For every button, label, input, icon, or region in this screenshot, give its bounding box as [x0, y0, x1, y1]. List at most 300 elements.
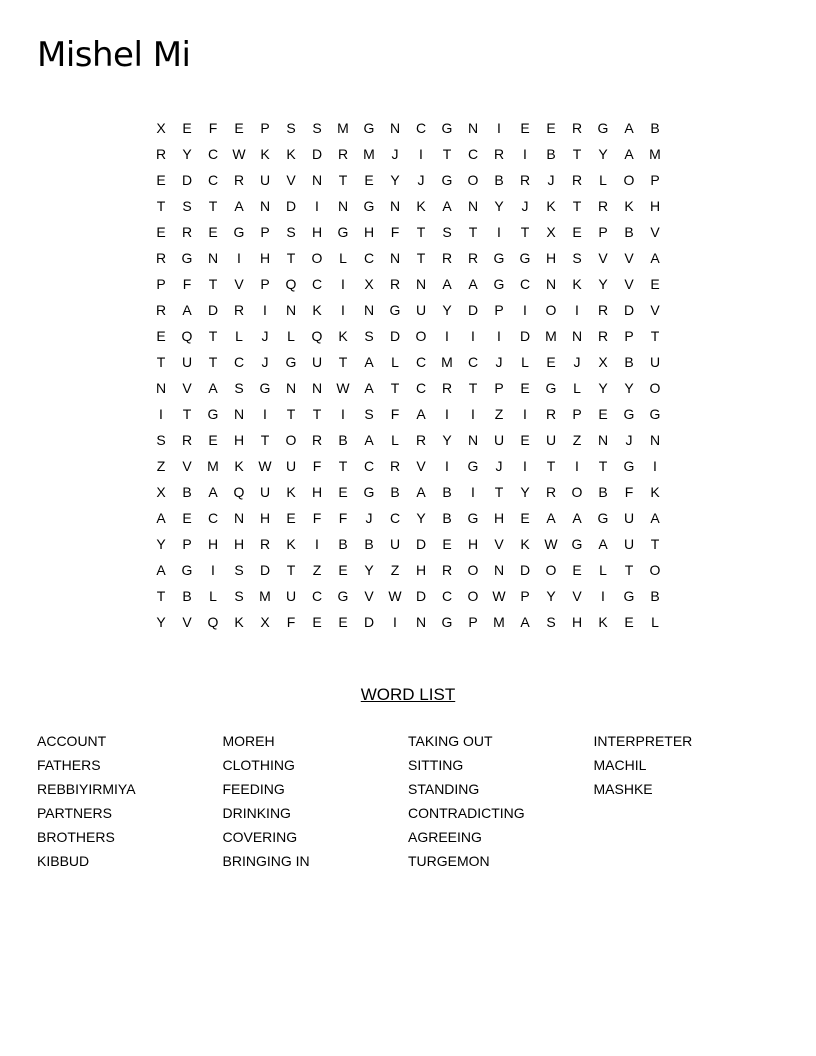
grid-letter: T: [156, 588, 166, 604]
grid-letter: C: [389, 510, 401, 526]
grid-letter: A: [416, 484, 426, 500]
grid-letter: N: [415, 614, 427, 630]
grid-letter: C: [363, 250, 375, 266]
grid-letter: D: [311, 146, 323, 162]
grid-letter: V: [364, 588, 374, 604]
grid-row: [148, 297, 668, 323]
grid-letter: A: [598, 536, 608, 552]
grid-letter: F: [390, 406, 400, 422]
grid-letter: P: [598, 224, 608, 240]
word-list-column: [37, 729, 223, 873]
grid-letter: S: [234, 562, 244, 578]
grid-letter: I: [575, 458, 579, 474]
grid-letter: B: [442, 510, 452, 526]
grid-letter: H: [259, 250, 271, 266]
grid-letter: J: [391, 146, 399, 162]
grid-letter: V: [650, 302, 660, 318]
word-list: [37, 729, 779, 873]
grid-letter: Z: [312, 562, 322, 578]
grid-letter: G: [623, 458, 635, 474]
grid-letter: Y: [156, 614, 166, 630]
page-title: Mishel Mi: [37, 35, 191, 75]
grid-letter: I: [523, 458, 527, 474]
grid-letter: S: [572, 250, 582, 266]
grid-letter: Y: [520, 484, 530, 500]
grid-letter: B: [650, 120, 660, 136]
grid-letter: D: [389, 328, 401, 344]
grid-letter: C: [207, 510, 219, 526]
grid-letter: T: [260, 432, 270, 448]
grid-letter: N: [467, 120, 479, 136]
grid-letter: I: [159, 406, 163, 422]
grid-letter: C: [363, 458, 375, 474]
grid-letter: A: [364, 380, 374, 396]
grid-letter: G: [285, 354, 297, 370]
grid-letter: I: [341, 276, 345, 292]
grid-letter: C: [311, 276, 323, 292]
word-list-item: FEEDING: [222, 781, 285, 797]
grid-letter: T: [156, 354, 166, 370]
grid-letter: G: [337, 588, 349, 604]
grid-letter: A: [182, 302, 192, 318]
grid-letter: T: [650, 536, 660, 552]
grid-letter: H: [415, 562, 427, 578]
grid-letter: U: [181, 354, 193, 370]
grid-letter: R: [545, 406, 557, 422]
grid-row: [148, 453, 668, 479]
grid-row: [148, 401, 668, 427]
grid-letter: I: [393, 614, 397, 630]
grid-letter: D: [415, 588, 427, 604]
grid-letter: T: [208, 354, 218, 370]
grid-letter: U: [285, 588, 297, 604]
grid-letter: Y: [624, 380, 634, 396]
grid-letter: R: [441, 562, 453, 578]
grid-letter: I: [575, 302, 579, 318]
grid-letter: U: [493, 432, 505, 448]
grid-letter: H: [467, 536, 479, 552]
grid-letter: F: [208, 120, 218, 136]
grid-letter: U: [311, 354, 323, 370]
grid-letter: L: [209, 588, 217, 604]
grid-letter: I: [263, 302, 267, 318]
grid-letter: K: [416, 198, 426, 214]
grid-letter: E: [156, 172, 166, 188]
grid-letter: U: [415, 302, 427, 318]
grid-letter: N: [285, 380, 297, 396]
grid-letter: T: [442, 146, 452, 162]
grid-letter: Q: [285, 276, 297, 292]
grid-letter: E: [520, 432, 530, 448]
grid-letter: E: [338, 484, 348, 500]
word-list-item: FATHERS: [37, 757, 101, 773]
grid-letter: I: [237, 250, 241, 266]
grid-letter: F: [312, 458, 322, 474]
grid-letter: T: [572, 198, 582, 214]
grid-letter: N: [337, 198, 349, 214]
grid-letter: C: [207, 172, 219, 188]
grid-letter: A: [416, 406, 426, 422]
grid-letter: B: [390, 484, 400, 500]
grid-letter: I: [445, 328, 449, 344]
grid-letter: K: [546, 198, 556, 214]
grid-letter: G: [389, 302, 401, 318]
grid-letter: E: [156, 328, 166, 344]
grid-letter: K: [572, 276, 582, 292]
grid-letter: I: [445, 406, 449, 422]
grid-row: [148, 349, 668, 375]
grid-letter: Q: [311, 328, 323, 344]
grid-letter: E: [546, 354, 556, 370]
grid-letter: N: [545, 276, 557, 292]
grid-letter: K: [312, 302, 322, 318]
grid-letter: M: [493, 614, 505, 630]
grid-letter: E: [546, 120, 556, 136]
grid-letter: A: [650, 510, 660, 526]
grid-letter: Y: [416, 510, 426, 526]
grid-letter: I: [341, 406, 345, 422]
grid-letter: E: [364, 172, 374, 188]
grid-letter: X: [364, 276, 374, 292]
grid-letter: I: [263, 406, 267, 422]
grid-letter: N: [415, 276, 427, 292]
grid-letter: A: [234, 198, 244, 214]
grid-letter: P: [494, 380, 504, 396]
grid-letter: W: [492, 588, 506, 604]
grid-letter: F: [312, 510, 322, 526]
grid-letter: I: [523, 146, 527, 162]
grid-letter: R: [519, 172, 531, 188]
grid-letter: L: [391, 432, 399, 448]
grid-letter: G: [623, 406, 635, 422]
grid-letter: N: [571, 328, 583, 344]
grid-letter: K: [234, 614, 244, 630]
grid-row: [148, 375, 668, 401]
grid-letter: C: [415, 120, 427, 136]
grid-letter: N: [389, 198, 401, 214]
grid-letter: T: [286, 250, 296, 266]
grid-letter: L: [339, 250, 347, 266]
grid-row: [148, 115, 668, 141]
grid-letter: R: [155, 250, 167, 266]
grid-letter: S: [156, 432, 166, 448]
grid-letter: Z: [494, 406, 504, 422]
grid-letter: K: [650, 484, 660, 500]
grid-letter: T: [416, 250, 426, 266]
grid-letter: V: [182, 458, 192, 474]
grid-letter: T: [312, 406, 322, 422]
word-list-item: CLOTHING: [222, 757, 295, 773]
grid-letter: E: [572, 224, 582, 240]
grid-letter: T: [598, 458, 608, 474]
grid-letter: W: [336, 380, 350, 396]
grid-letter: V: [286, 172, 296, 188]
grid-letter: E: [520, 510, 530, 526]
grid-letter: G: [181, 250, 193, 266]
grid-row: [148, 557, 668, 583]
grid-letter: E: [624, 614, 634, 630]
grid-letter: I: [341, 302, 345, 318]
grid-letter: T: [182, 406, 192, 422]
word-list-column: [594, 729, 780, 873]
grid-letter: P: [260, 276, 270, 292]
grid-letter: N: [311, 172, 323, 188]
grid-letter: H: [259, 510, 271, 526]
grid-letter: X: [598, 354, 608, 370]
grid-letter: I: [445, 458, 449, 474]
grid-letter: D: [259, 562, 271, 578]
grid-letter: N: [233, 510, 245, 526]
grid-letter: O: [467, 562, 479, 578]
grid-letter: T: [338, 172, 348, 188]
grid-letter: P: [572, 406, 582, 422]
grid-letter: L: [521, 354, 529, 370]
grid-letter: G: [571, 536, 583, 552]
word-list-item: TURGEMON: [408, 853, 490, 869]
grid-row: [148, 141, 668, 167]
grid-letter: B: [598, 484, 608, 500]
grid-letter: Y: [546, 588, 556, 604]
grid-letter: B: [624, 224, 634, 240]
word-list-item: INTERPRETER: [593, 733, 693, 749]
grid-letter: G: [207, 406, 219, 422]
grid-letter: N: [155, 380, 167, 396]
grid-letter: T: [208, 276, 218, 292]
grid-letter: O: [285, 432, 297, 448]
grid-letter: V: [182, 380, 192, 396]
grid-letter: R: [181, 224, 193, 240]
grid-letter: S: [546, 614, 556, 630]
grid-letter: I: [497, 224, 501, 240]
grid-row: [148, 479, 668, 505]
grid-letter: G: [623, 588, 635, 604]
grid-letter: P: [156, 276, 166, 292]
grid-letter: N: [233, 406, 245, 422]
grid-letter: R: [597, 328, 609, 344]
grid-letter: K: [286, 484, 296, 500]
grid-letter: V: [650, 224, 660, 240]
grid-letter: B: [442, 484, 452, 500]
grid-letter: Y: [598, 380, 608, 396]
grid-letter: S: [442, 224, 452, 240]
grid-letter: V: [624, 250, 634, 266]
grid-letter: N: [467, 432, 479, 448]
grid-letter: X: [156, 120, 166, 136]
grid-letter: P: [624, 328, 634, 344]
grid-letter: O: [415, 328, 427, 344]
grid-letter: C: [207, 146, 219, 162]
grid-letter: I: [497, 328, 501, 344]
word-list-item: TAKING OUT: [408, 733, 493, 749]
grid-letter: D: [519, 328, 531, 344]
grid-letter: H: [493, 510, 505, 526]
grid-letter: O: [571, 484, 583, 500]
word-list-item: KIBBUD: [37, 853, 90, 869]
grid-letter: D: [623, 302, 635, 318]
grid-letter: K: [338, 328, 348, 344]
grid-letter: K: [520, 536, 530, 552]
grid-letter: E: [312, 614, 322, 630]
grid-letter: E: [650, 276, 660, 292]
grid-letter: R: [545, 484, 557, 500]
grid-letter: F: [286, 614, 296, 630]
word-list-item: MACHIL: [593, 757, 647, 773]
grid-letter: D: [207, 302, 219, 318]
grid-letter: O: [467, 588, 479, 604]
grid-letter: R: [467, 250, 479, 266]
grid-letter: H: [571, 614, 583, 630]
word-list-item: COVERING: [222, 829, 298, 845]
grid-letter: Y: [390, 172, 400, 188]
grid-letter: X: [260, 614, 270, 630]
grid-letter: S: [286, 120, 296, 136]
grid-letter: D: [519, 562, 531, 578]
grid-letter: E: [520, 380, 530, 396]
grid-letter: O: [545, 562, 557, 578]
grid-letter: E: [182, 510, 192, 526]
grid-letter: M: [259, 588, 271, 604]
grid-letter: L: [651, 614, 659, 630]
grid-letter: A: [208, 380, 218, 396]
grid-letter: J: [521, 198, 529, 214]
grid-letter: E: [156, 224, 166, 240]
grid-letter: D: [181, 172, 193, 188]
grid-letter: F: [390, 224, 400, 240]
grid-letter: Y: [364, 562, 374, 578]
grid-letter: A: [468, 276, 478, 292]
grid-letter: E: [182, 120, 192, 136]
grid-letter: R: [597, 302, 609, 318]
grid-letter: F: [624, 484, 634, 500]
grid-letter: T: [390, 380, 400, 396]
grid-letter: V: [572, 588, 582, 604]
grid-letter: M: [545, 328, 557, 344]
grid-letter: C: [233, 354, 245, 370]
grid-letter: A: [208, 484, 218, 500]
grid-letter: A: [624, 120, 634, 136]
grid-letter: G: [441, 614, 453, 630]
grid-letter: H: [233, 432, 245, 448]
grid-letter: L: [391, 354, 399, 370]
grid-letter: P: [260, 120, 270, 136]
word-list-heading: WORD LIST: [360, 685, 456, 704]
grid-letter: D: [415, 536, 427, 552]
grid-letter: O: [311, 250, 323, 266]
grid-letter: B: [546, 146, 556, 162]
grid-letter: A: [442, 198, 452, 214]
grid-letter: C: [441, 588, 453, 604]
grid-letter: R: [155, 302, 167, 318]
word-list-item: PARTNERS: [37, 805, 112, 821]
grid-letter: H: [649, 198, 661, 214]
grid-letter: A: [572, 510, 582, 526]
grid-letter: K: [286, 146, 296, 162]
grid-letter: R: [181, 432, 193, 448]
grid-letter: G: [467, 510, 479, 526]
grid-letter: A: [156, 510, 166, 526]
grid-letter: G: [519, 250, 531, 266]
grid-letter: E: [338, 562, 348, 578]
grid-letter: B: [338, 432, 348, 448]
grid-letter: I: [471, 484, 475, 500]
grid-letter: P: [650, 172, 660, 188]
grid-letter: W: [388, 588, 402, 604]
grid-letter: D: [285, 198, 297, 214]
grid-letter: A: [364, 354, 374, 370]
grid-letter: G: [545, 380, 557, 396]
grid-letter: A: [156, 562, 166, 578]
grid-row: [148, 167, 668, 193]
grid-letter: I: [315, 536, 319, 552]
grid-letter: S: [234, 588, 244, 604]
grid-letter: G: [181, 562, 193, 578]
grid-letter: M: [441, 354, 453, 370]
grid-letter: E: [598, 406, 608, 422]
grid-letter: B: [650, 588, 660, 604]
word-list-item: DRINKING: [222, 805, 291, 821]
grid-letter: G: [597, 510, 609, 526]
grid-letter: L: [599, 562, 607, 578]
grid-letter: F: [182, 276, 192, 292]
grid-letter: B: [182, 588, 192, 604]
word-list-column: [408, 729, 594, 873]
grid-letter: A: [650, 250, 660, 266]
grid-letter: R: [259, 536, 271, 552]
grid-letter: G: [493, 276, 505, 292]
grid-letter: T: [520, 224, 530, 240]
grid-letter: G: [233, 224, 245, 240]
grid-letter: E: [234, 120, 244, 136]
grid-letter: I: [497, 120, 501, 136]
grid-letter: Y: [598, 276, 608, 292]
grid-letter: U: [623, 510, 635, 526]
grid-letter: A: [520, 614, 530, 630]
grid-letter: V: [494, 536, 504, 552]
grid-letter: H: [545, 250, 557, 266]
grid-letter: N: [311, 380, 323, 396]
grid-letter: I: [471, 406, 475, 422]
grid-letter: F: [338, 510, 348, 526]
grid-letter: P: [468, 614, 478, 630]
grid-letter: T: [468, 380, 478, 396]
grid-letter: Y: [156, 536, 166, 552]
grid-letter: I: [315, 198, 319, 214]
grid-letter: G: [467, 458, 479, 474]
grid-letter: G: [363, 484, 375, 500]
grid-letter: L: [573, 380, 581, 396]
grid-letter: G: [441, 172, 453, 188]
grid-letter: U: [545, 432, 557, 448]
letter-grid: [148, 115, 668, 635]
word-list-item: BRINGING IN: [222, 853, 310, 869]
grid-letter: V: [624, 276, 634, 292]
grid-letter: Q: [233, 484, 245, 500]
grid-letter: R: [389, 458, 401, 474]
grid-letter: O: [649, 380, 661, 396]
grid-letter: A: [546, 510, 556, 526]
word-list-item: STANDING: [408, 781, 480, 797]
grid-letter: O: [545, 302, 557, 318]
grid-letter: B: [364, 536, 374, 552]
grid-letter: U: [649, 354, 661, 370]
grid-letter: K: [624, 198, 634, 214]
grid-letter: U: [389, 536, 401, 552]
grid-letter: W: [544, 536, 558, 552]
grid-letter: T: [416, 224, 426, 240]
grid-row: [148, 609, 668, 635]
grid-letter: J: [417, 172, 425, 188]
word-list-item: AGREEING: [408, 829, 482, 845]
